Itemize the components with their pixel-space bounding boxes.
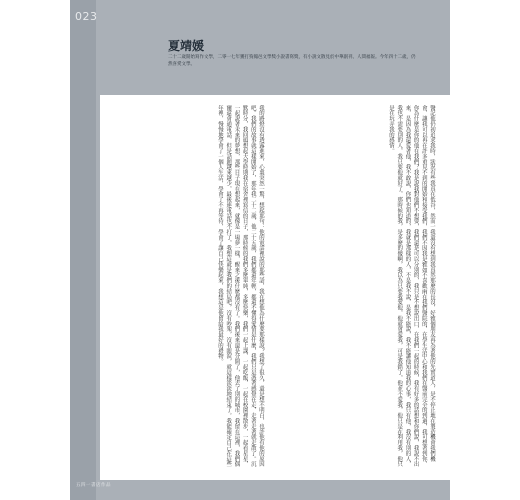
body-text-left-column: 我的路燈沒有透露進來，心裏突然一驚，想起那句：他的電話裡說的那些話，我在想他為什麼要那樣說？我想了很久，還是想不明白，也許他有他的原因吧。我們的故事就這樣開始了，那年我二十二歲，他二十五歲，我們都還年輕，都還不懂得愛情是什麼，我們只是憑著感覺在走，走著走著就走散了。沉默時分，我回頭想起大學時期我在宿舍裡寫信的日子，那時候的我們多麼單純，多麼快樂，我們一起上課，一起吃飯，一起在校園裡散步，一起看星星，一起說著未來的夢想，那些日子現在想起來，就像是一場夢一樣，醒來之後什麼都沒有了。我們後來還是分開了，他去了別的城市，我留在這裡，我們偶爾還會通電話，但是話題越來越少，最後連電話也不打了，我想這就是我們的結局吧，沒有吵架，沒有眼淚，就這樣淡淡地結束了。我能確定自己在這些年裡，慢慢地學會了一個人生活，學會了不再等待，學會了讓自己快樂起來，我想這是他留給我最好的禮物。 xyxy=(216,105,264,467)
page-number: 023 xyxy=(75,10,98,23)
author-name: 夏靖媛 xyxy=(168,39,205,53)
side-strip xyxy=(70,0,96,500)
body-text-right-column: 醫記他仍初追求我時，狀況有些我真在低谷，然而一我還沒有想到我真然那麼的長沒，好雅個朋友再為著他的先實道人，是不停止地在製造機會我們機會，讓我可以再在許多重見不到的開始和接受我們，我們不因我是雅如不喜歡兩在我們醫院的，在學生活中心和我們在醫前完全的到過，我可想著到你，你為什麼是你的他在我們？我是說我對他們不想要，我們還是可以分別的，我只是不想說出口，在我們一起的時候，我有好多的話想和你們說，我說不出來，是因為我還愛著他，我不敢說，你們也知道的，我就是那樣的人，不是我不說，是我不能說，我不能讓他知道我的心事，我只有他，我沒有別的人，我也不需要別的人，我只要他就好了，那時候的我，是多麼的傻啊，我以為只要我愛他，他就會愛我，可是我錯了，他並不愛我，他只是在利用我，他只是在玩弄我的感情。 xyxy=(387,105,435,467)
author-bio: 二十二歲開始寫作文學，二零一七年獲打狗鳳邑文學獎小說書寫獎，有小說文散見於中華副刊、人間福報。今年四十二歲，仍然喜愛文學。 xyxy=(168,55,416,67)
page-footer: 五四一書店作品 xyxy=(76,483,111,488)
